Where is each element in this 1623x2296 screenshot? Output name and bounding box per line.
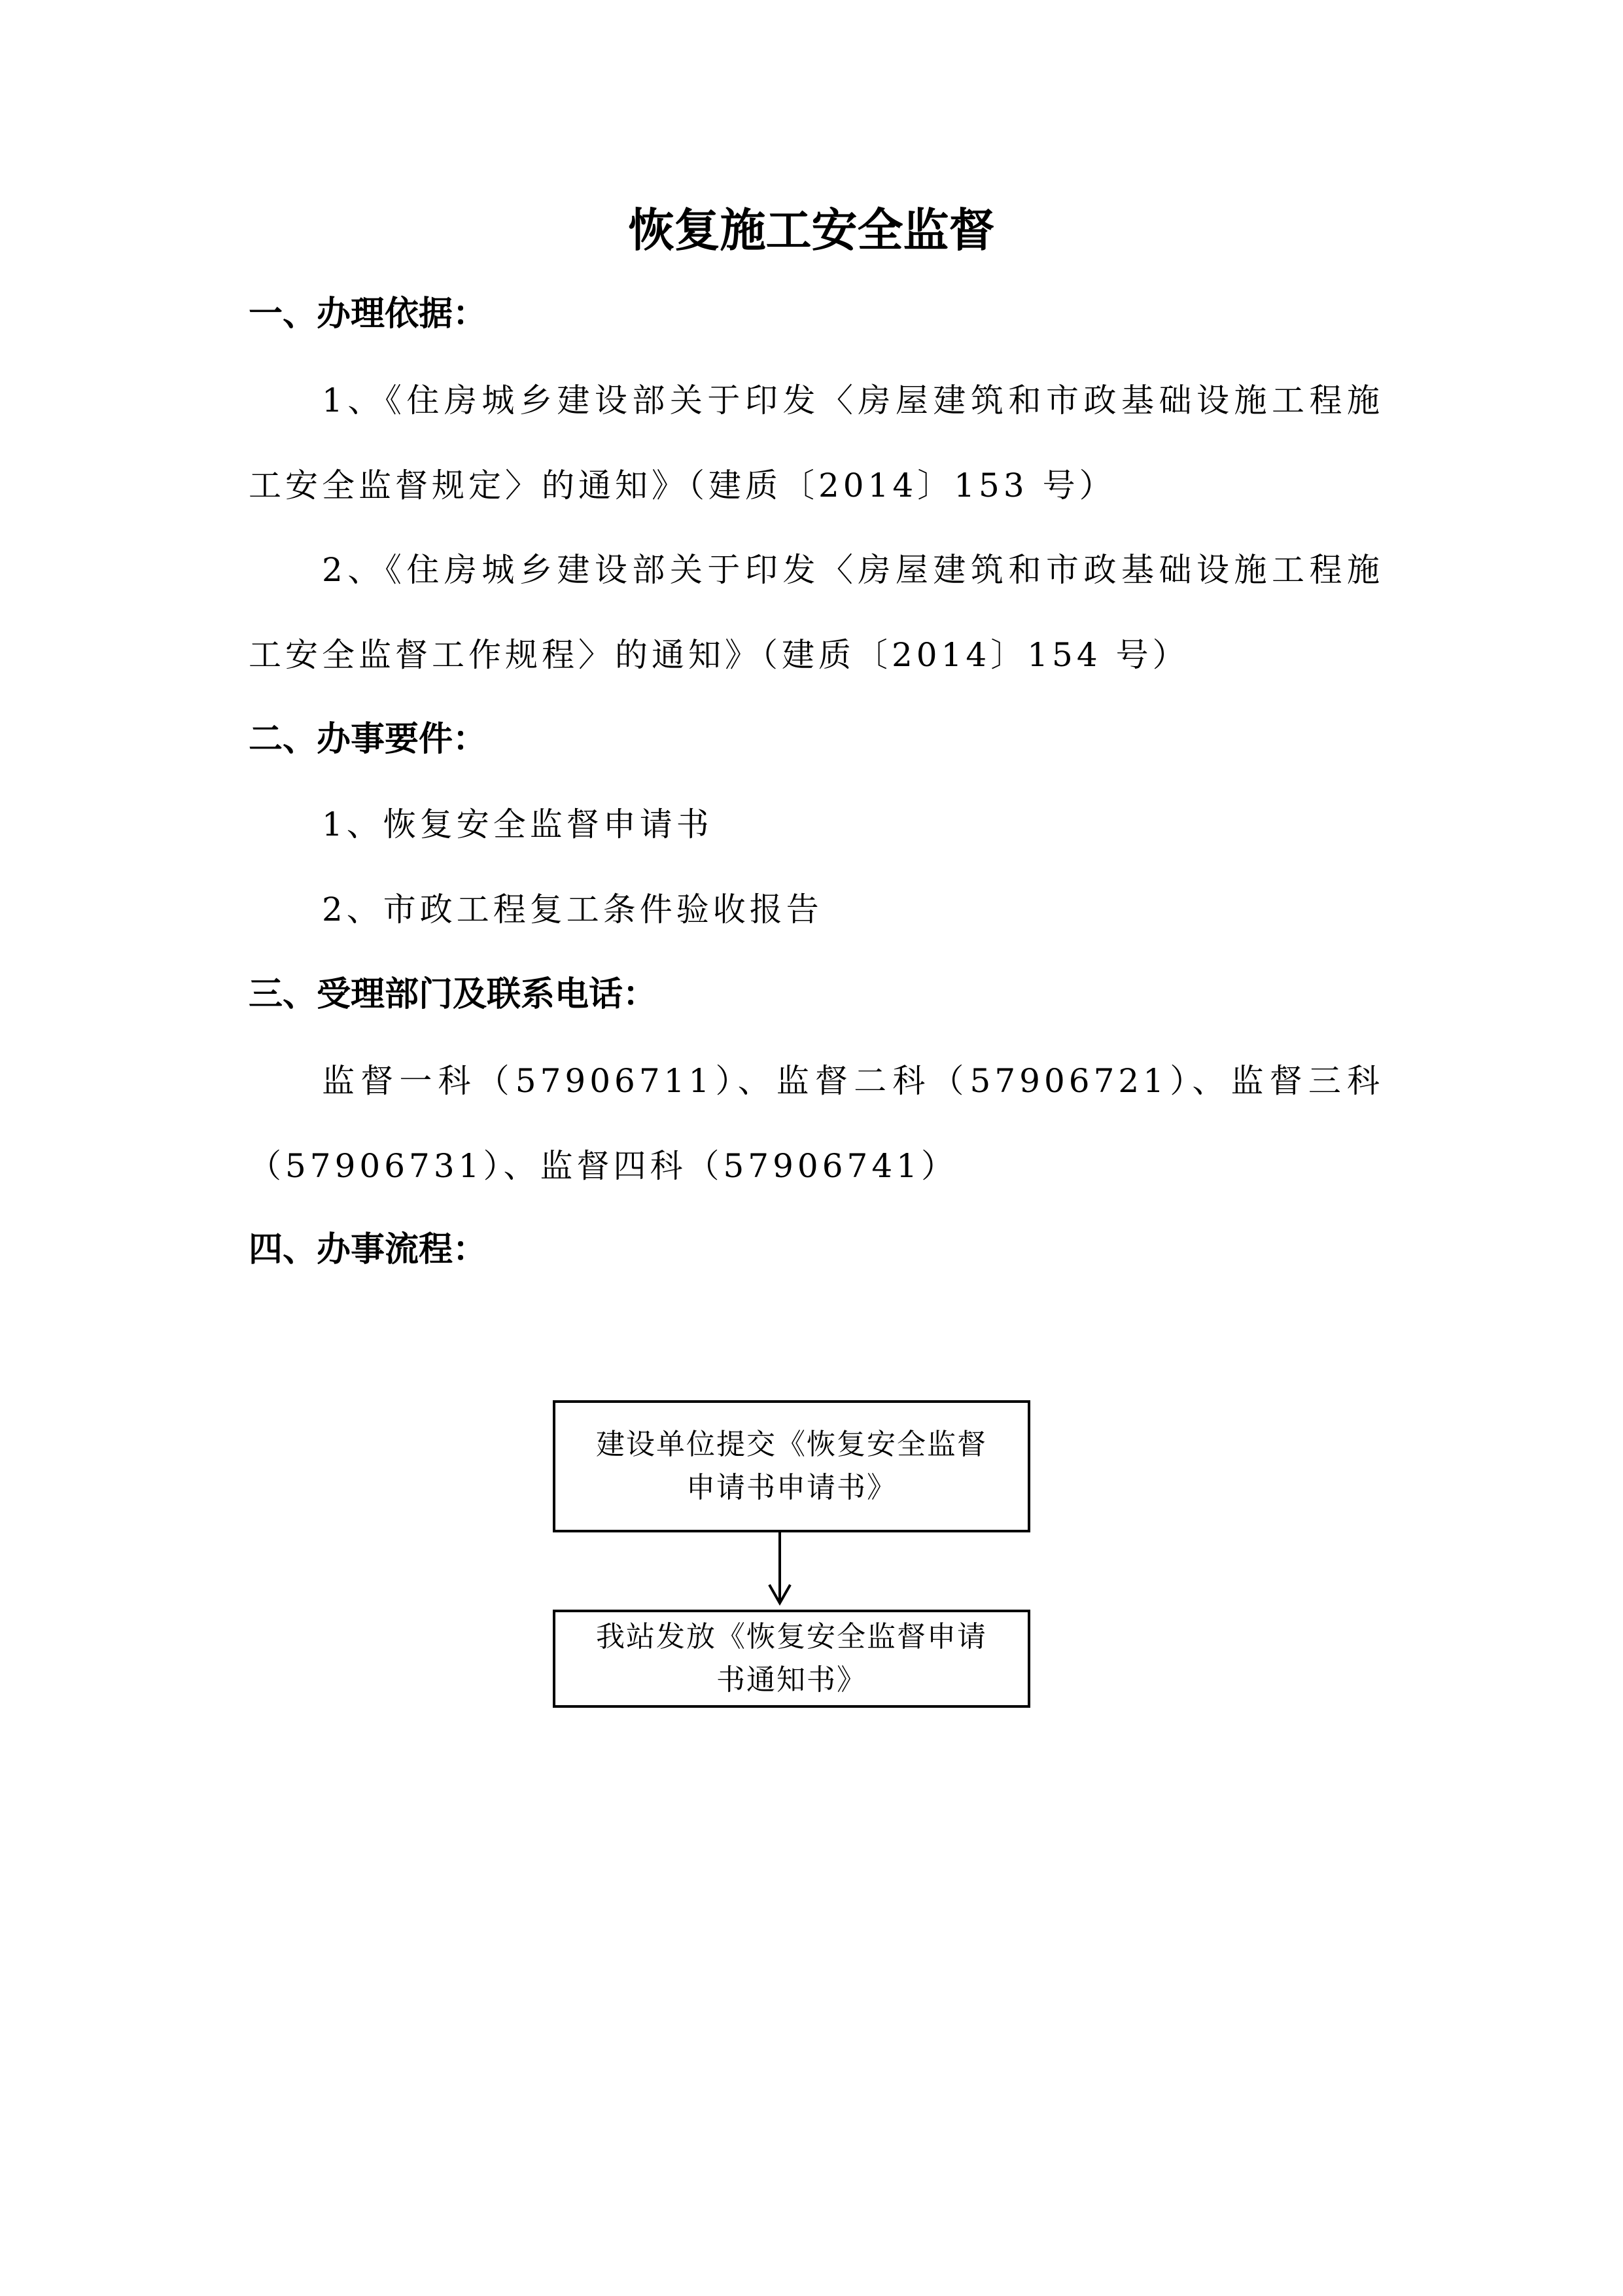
- flow-step-submit: 建设单位提交《恢复安全监督申请书申请书》: [553, 1400, 1030, 1532]
- section-heading-basis: 一、办理依据：: [249, 294, 487, 334]
- flow-step-issue: 我站发放《恢复安全监督申请书通知书》: [553, 1610, 1030, 1708]
- section-heading-requirements: 二、办事要件：: [249, 720, 487, 759]
- page-title: 恢复施工安全监督: [628, 203, 995, 257]
- requirement-item-1: 1、恢复安全监督申请书: [322, 805, 713, 843]
- basis-item-1: 1、《住房城乡建设部关于印发〈房屋建筑和市政基础设施工程施工安全监督规定〉的通知》（建质〔2014〕153 号）: [249, 381, 1384, 504]
- section-heading-contact: 三、受理部门及联系电话：: [249, 975, 657, 1014]
- basis-item-2: 2、《住房城乡建设部关于印发〈房屋建筑和市政基础设施工程施工安全监督工作规程〉的通知》（建质〔2014〕154 号）: [249, 551, 1384, 674]
- flow-arrow-down-icon: [767, 1525, 793, 1608]
- contact-text: 监督一科（57906711）、监督二科（57906721）、监督三科（57906731）、监督四科（57906741）: [249, 1062, 1384, 1185]
- requirement-item-2: 2、市政工程复工条件验收报告: [322, 891, 823, 928]
- section-heading-process: 四、办事流程：: [249, 1230, 487, 1269]
